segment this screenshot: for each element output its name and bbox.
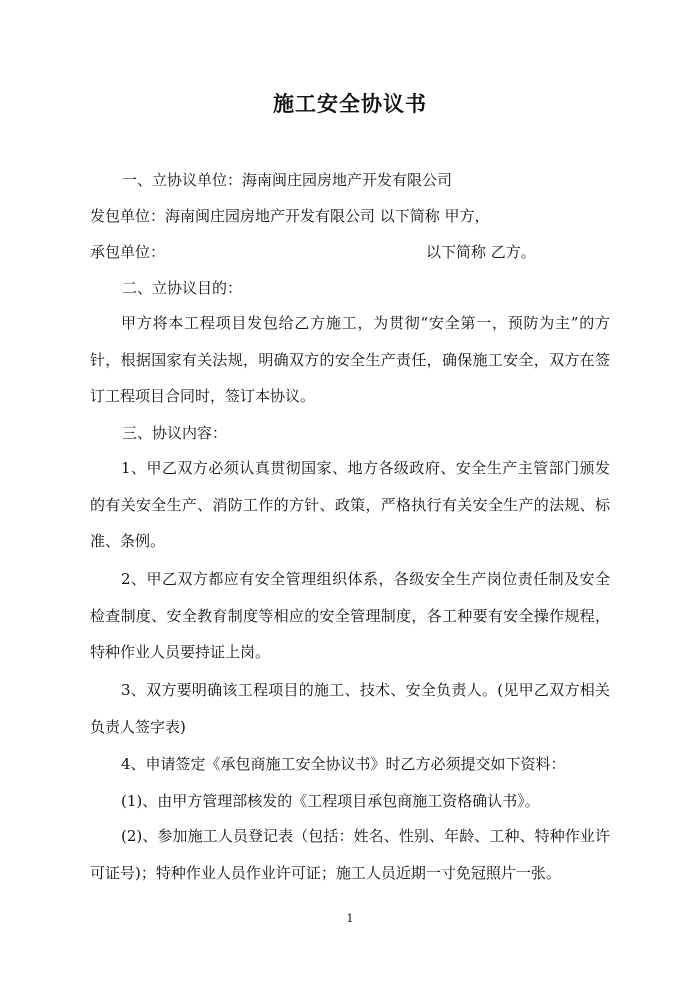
content-item-4: 4、申请签定《承包商施工安全协议书》时乙方必须提交如下资料：: [121, 755, 566, 773]
content-item-1: 1、甲乙双方必须认真贯彻国家、地方各级政府、安全生产主管部门颁发的有关安全生产、消防工作的方针、政策，严格执行有关安全生产的法规、标准、条例。: [90, 459, 610, 550]
content-item-2: 2、甲乙双方都应有安全管理组织体系，各级安全生产岗位责任制及安全检查制度、安全教育制度等相应的安全管理制度，各工种要有安全操作规程，特种作业人员要持证上岗。: [90, 570, 610, 661]
subcontractor-line: [90, 242, 610, 262]
contractor-line: 发包单位：海南闽庄园房地产开发有限公司 以下简称 甲方，: [90, 207, 490, 225]
content-item-4-1: (1)、由甲方管理部核发的《工程项目承包商施工资格确认书》。: [121, 792, 540, 810]
content-item-4-2: (2)、参加施工人员登记表（包括：姓名、性别、年龄、工种、特种作业许可证号)；特种作业人员作业许可证；施工人员近期一寸免冠照片一张。: [90, 827, 610, 882]
parties-heading: 一、立协议单位：海南闽庄园房地产开发有限公司: [122, 171, 453, 189]
content-heading: 三、协议内容：: [122, 424, 228, 442]
subcontractor-alias: 以下简称 乙方。: [426, 243, 536, 261]
page-number: 1: [346, 912, 354, 925]
page-title: 施工安全协议书: [273, 91, 427, 116]
purpose-body: 甲方将本工程项目发包给乙方施工，为贯彻“安全第一，预防为主”的方针，根据国家有关法规，明确双方的安全生产责任，确保施工安全，双方在签订工程项目合同时，签订本协议。: [90, 314, 610, 405]
content-item-3: 3、双方要明确该工程项目的施工、技术、安全负责人。(见甲乙双方相关负责人签字表): [90, 681, 610, 736]
purpose-heading: 二、立协议目的：: [122, 279, 243, 297]
subcontractor-label: 承包单位：: [90, 243, 166, 261]
